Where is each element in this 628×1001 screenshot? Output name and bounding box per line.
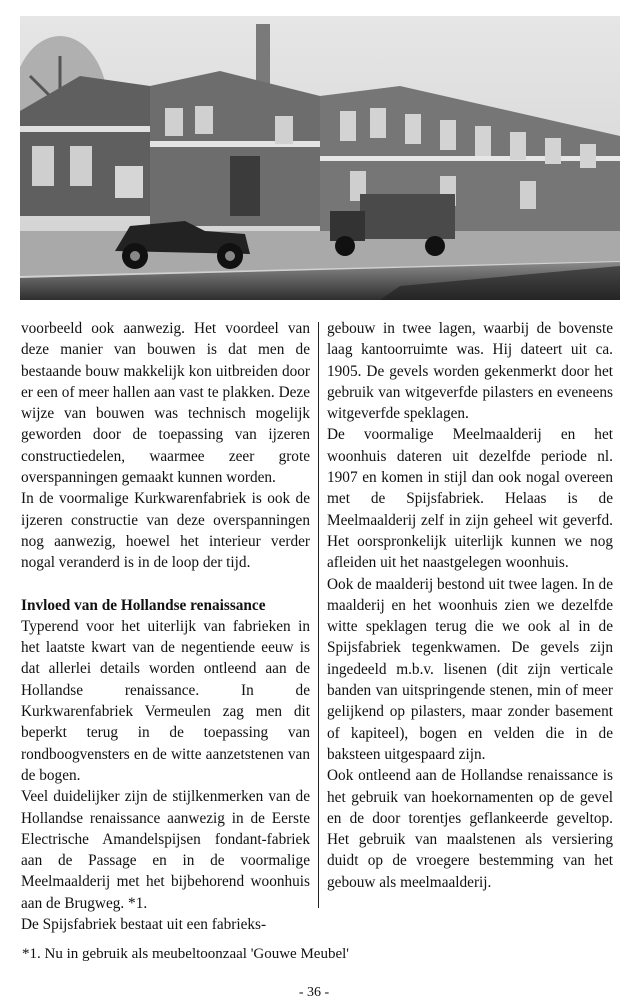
paragraph: De voormalige Meelmaalderij en het woonhuis dateren uit dezelfde periode nl. 1907 en komen in stijl dan ook nogal overeen met de Spijsfabriek. Helaas is de Meelmaalderij zelf in zijn geheel wit geverfd. Het oorspronkelijk uiterlijk kunnen we nog afleiden uit het naastgelegen woonhuis. xyxy=(327,426,613,572)
factory-street-illustration xyxy=(20,16,620,300)
page-number: - 36 - xyxy=(298,985,330,1000)
paragraph: gebouw in twee lagen, waarbij de bovenste laag kantoorruimte was. Hij dateert uit ca. 1905. De gevels worden gekenmerkt door het gebruik van witgeverfde pilasters en eveneens witgeverfde speklagen. xyxy=(327,320,613,423)
left-column xyxy=(21,318,310,935)
paragraph-gap xyxy=(21,574,310,595)
paragraph: Typerend voor het uiterlijk van fabrieken in het laatste kwart van de negentiende eeuw is dat allerlei details worden ontleend aan de Hollandse renaissance. In de Kurkwarenfabriek Vermeulen zag men dit beperkt terug in de toepassing van rondboogvensters en de witte aanzetstenen van de bogen. xyxy=(21,617,310,784)
paragraph: Veel duidelijker zijn de stijlkenmerken van de Hollandse renaissance aanwezig in de Eerste Electrische Amandelspijsen fondant-fabriek aan de Passage en in de voormalige Meelmaalderij met het bijbehorend woonhuis aan de Brugweg. *1. xyxy=(21,788,310,912)
column-divider xyxy=(318,322,319,908)
right-column xyxy=(327,318,613,893)
paragraph: In de voormalige Kurkwarenfabriek is ook de ijzeren constructie van deze overspanningen nog aanwezig, hoewel het interieur verder nogal veranderd is in de loop der tijd. xyxy=(21,490,310,572)
section-heading: Invloed van de Hollandse renaissance xyxy=(21,596,266,614)
paragraph: voorbeeld ook aanwezig. Het voordeel van deze manier van bouwen is dat men de bestaande bouw makkelijk kon uitbreiden door er een of meer hallen aan vast te plakken. Deze wijze van bouwen was technisch mogelijk geworden door de toepassing van ijzeren constructiedelen, waarmee zeer grote overspanningen gemaakt kunnen worden. xyxy=(21,320,310,487)
paragraph: De Spijsfabriek bestaat uit een fabrieks- xyxy=(21,916,267,934)
factory-street-photo xyxy=(20,16,620,300)
paragraph: Ook ontleend aan de Hollandse renaissance is het gebruik van hoekornamenten op de gevel en de door torentjes geflankeerde geveltop. Het gebruik van maalstenen als versiering duidt op de vroegere bestemming van het gebouw als meelmaalderij. xyxy=(327,767,613,891)
footnote: *1. Nu in gebruik als meubeltoonzaal 'Gouwe Meubel' xyxy=(22,946,349,962)
paragraph: Ook de maalderij bestond uit twee lagen. In de maalderij en het woonhuis zien we dezelfde witte speklagen terug die we ook al in de Spijsfabriek tegenkwamen. De gevels zijn ingedeeld m.b.v. lisenen (dit zijn verticale banden van uitspringende stenen, min of meer gelijkend op pilasters, maar zonder basement of kapiteel), bogen en velden die in de baksteen uitgespaard zijn. xyxy=(327,575,613,763)
